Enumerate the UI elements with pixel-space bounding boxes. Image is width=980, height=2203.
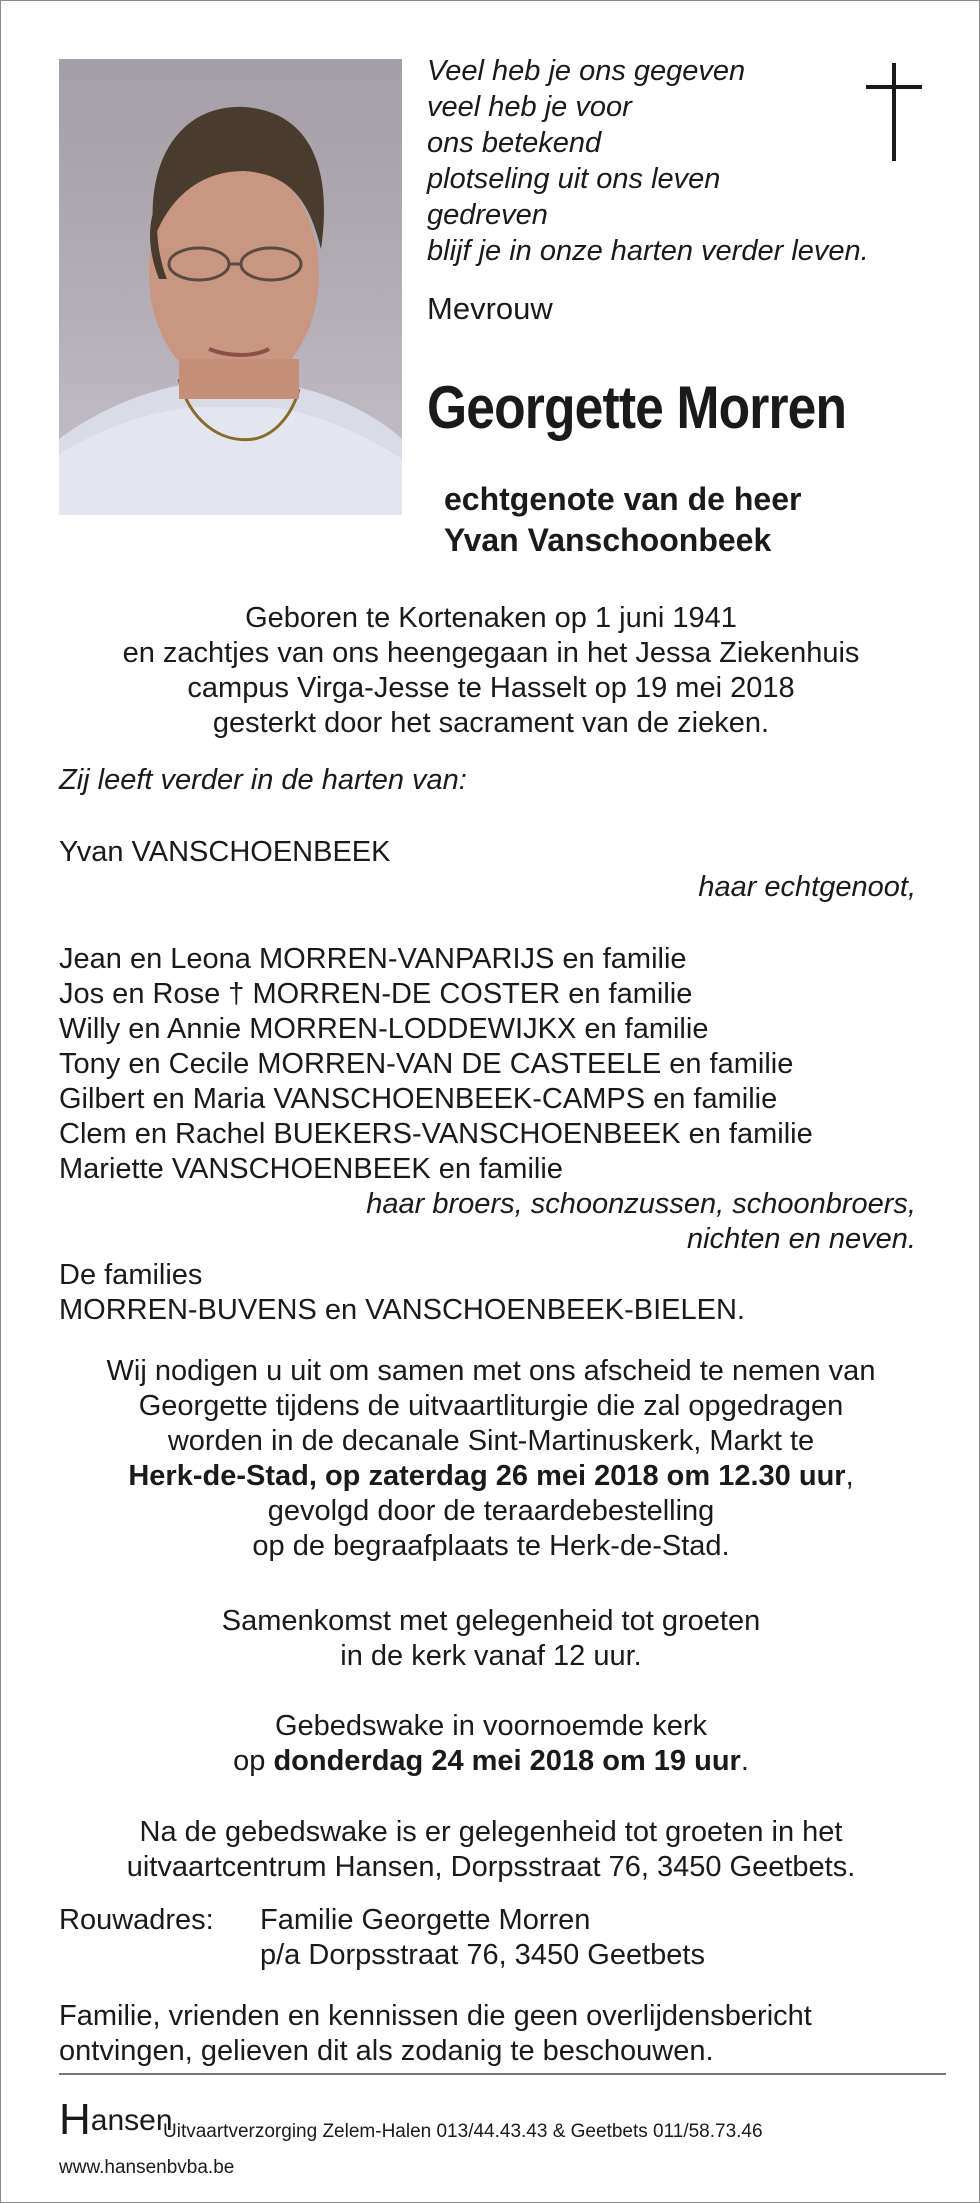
info-line: Geboren te Kortenaken op 1 juni 1941 (245, 602, 737, 634)
after-wake-line: uitvaartcentrum Hansen, Dorpsstraat 76, 3450 Geetbets. (126, 1851, 856, 1883)
honorific: Mevrouw (427, 291, 553, 326)
family-member: Jos en Rose † MORREN-DE COSTER en familie (59, 978, 693, 1010)
poem-line: gedreven (427, 199, 548, 231)
funeral-invitation (1, 1354, 980, 1564)
gathering-line: Samenkomst met gelegenheid tot groeten (221, 1605, 761, 1637)
logo-initial: H (59, 2095, 91, 2144)
funeral-date: Herk-de-Stad, op zaterdag 26 mei 2018 om 12.30 uur (128, 1460, 846, 1492)
invite-line: gevolgd door de teraardebestelling (267, 1495, 715, 1527)
lives-on-heading: Zij leeft verder in de harten van: (59, 764, 467, 796)
wake-line: Gebedswake in voornoemde kerk (274, 1710, 707, 1742)
after-wake-line: Na de gebedswake is er gelegenheid tot groeten in het (139, 1816, 843, 1848)
after-wake-info (1, 1815, 980, 1885)
wake-punct: . (740, 1745, 749, 1777)
wake-info (1, 1709, 980, 1779)
address-line: p/a Dorpsstraat 76, 3450 Geetbets (260, 1939, 705, 1971)
wake-line (1, 1744, 980, 1779)
hansen-logo (59, 2091, 173, 2144)
poem-line: ons betekend (427, 127, 602, 159)
family-member: Gilbert en Maria VANSCHOENBEEK-CAMPS en familie (59, 1083, 778, 1115)
family-member: Clem en Rachel BUEKERS-VANSCHOENBEEK en familie (59, 1118, 813, 1150)
spouse-block (444, 479, 801, 561)
invite-line: Georgette tijdens de uitvaartliturgie die zal opgedragen (138, 1390, 844, 1422)
invite-line (1, 1459, 980, 1494)
poem-line: veel heb je voor (427, 91, 632, 123)
family-role (366, 1187, 916, 1257)
undertaker-contact: Uitvaartverzorging Zelem-Halen 013/44.43.43 & Geetbets 011/58.73.46 (163, 2121, 763, 2142)
info-line: gesterkt door het sacrament van de zieken. (212, 707, 770, 739)
spouse-line: Yvan Vanschoonbeek (444, 522, 772, 558)
birth-death-info (1, 601, 980, 741)
closing-line: Familie, vrienden en kennissen die geen overlijdensbericht (59, 2000, 812, 2032)
families-line: MORREN-BUVENS en VANSCHOENBEEK-BIELEN. (59, 1294, 745, 1326)
gathering-info (1, 1604, 980, 1674)
family-member: Willy en Annie MORREN-LODDEWIJKX en familie (59, 1013, 709, 1045)
poem-line: blijf je in onze harten verder leven. (427, 235, 869, 267)
wake-date: donderdag 24 mei 2018 om 19 uur (273, 1745, 741, 1777)
wake-pre: op (233, 1745, 274, 1777)
deceased-name: Georgette Morren (427, 374, 847, 441)
family-role-line: haar broers, schoonzussen, schoonbroers, (366, 1188, 916, 1220)
poem (427, 53, 869, 269)
family-role-line: nichten en neven. (687, 1223, 916, 1255)
invite-line: worden in de decanale Sint-Martinuskerk, Markt te (167, 1425, 815, 1457)
closing-note (59, 1999, 812, 2069)
invite-punct: , (845, 1460, 854, 1492)
family-member: Tony en Cecile MORREN-VAN DE CASTEELE en familie (59, 1048, 794, 1080)
family-member: Jean en Leona MORREN-VANPARIJS en familie (59, 943, 687, 975)
poem-line: plotseling uit ons leven (427, 163, 721, 195)
mourning-address-label: Rouwadres: (59, 1904, 214, 1936)
undertaker-website[interactable]: www.hansenbvba.be (59, 2157, 235, 2178)
footer-divider (59, 2073, 946, 2075)
logo-rest: ansen (90, 2104, 173, 2137)
husband-role: haar echtgenoot, (698, 871, 916, 903)
invite-line: Wij nodigen u uit om samen met ons afscheid te nemen van (106, 1355, 876, 1387)
gathering-line: in de kerk vanaf 12 uur. (340, 1640, 642, 1672)
info-line: campus Virga-Jesse te Hasselt op 19 mei 2018 (187, 672, 795, 704)
family-list (59, 942, 813, 1187)
poem-line: Veel heb je ons gegeven (427, 55, 746, 87)
closing-line: ontvingen, gelieven dit als zodanig te beschouwen. (59, 2035, 714, 2067)
cross-icon (866, 63, 922, 161)
spouse-line: echtgenote van de heer (444, 481, 802, 517)
invite-line: op de begraafplaats te Herk-de-Stad. (252, 1530, 730, 1562)
families-line: De families (59, 1259, 203, 1291)
address-line: Familie Georgette Morren (260, 1904, 591, 1936)
family-member: Mariette VANSCHOENBEEK en familie (59, 1153, 563, 1185)
info-line: en zachtjes van ons heengegaan in het Jessa Ziekenhuis (122, 637, 860, 669)
husband-name: Yvan VANSCHOENBEEK (59, 836, 391, 868)
mourning-address-value (260, 1903, 705, 1973)
families-block (59, 1258, 745, 1328)
portrait-photo (59, 59, 402, 515)
